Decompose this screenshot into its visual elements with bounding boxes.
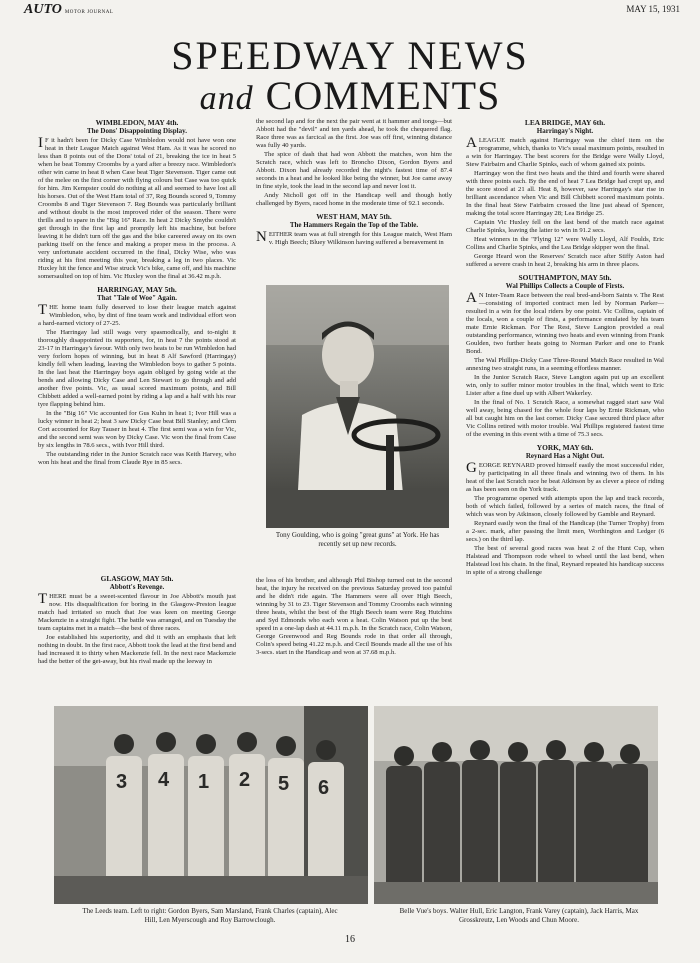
- paragraph: NEITHER team was at full strength for this League match, West Ham v. High Beech; Bluey Wilkinson having suffered a bereavement in: [256, 229, 452, 246]
- section-subheading-wimbledon: The Dons' Disappointing Display.: [87, 127, 187, 135]
- section-heading-harringay: HARRINGAY, MAY 5th.: [97, 285, 177, 294]
- paragraph: In the Junior Scratch Race, Steve Langton again put up an excellent win, only to suffer minor motor troubles in the final, which went to Eric Lister after a fine duel up with Albert Wakerley.: [466, 374, 664, 397]
- section-heading-glasgow: GLASGOW, MAY 5th.: [100, 574, 174, 583]
- column-1-lower: [38, 574, 236, 698]
- paragraph: Reynard easily won the final of the Handicap (the Turner Trophy) from a 2-sec. mark, after passing the limit men, Worthington and Ledger (6 secs.) on the third lap.: [466, 520, 664, 543]
- paragraph: the second lap and for the next the pair went at it hammer and tongs—but Abbott had the "devil" and ten yards ahead, he took the chequered flag. Race three was as farcical as the first. Joe was off first, winning distance was fully 40 yards.: [256, 118, 452, 149]
- section-heading-leabridge: LEA BRIDGE, MAY 6th.: [524, 118, 606, 127]
- paragraph: THERE must be a sweet-scented flavour in Joe Abbott's mouth just now. His disqualification for boring in the Glasgow-Preston league match had irritated so much that Joe was keen on meeting George Mackenzie in a straight fight. The battle was arranged, and on Tuesday the team captains met in a match—the best of three races.: [38, 591, 236, 632]
- paragraph: In the "Big 16" Vic accounted for Gus Kuhn in heat 1; Ivor Hill was a lucky winner in heat 2; heat 3 saw Dicky Case beat Bill Stanley; and Clem Cort accounted for Ray Tauser in heat 4. The first semi was a win for Vic, and the second semi was won by Dicky Case. Vic won the final from Case by six lengths in 78.6 secs., with Ivor Hill third.: [38, 410, 236, 449]
- section-heading-southampton: SOUTHAMPTON, MAY 5th.: [518, 273, 612, 282]
- section-subheading-southampton: Wal Phillips Collects a Couple of Firsts.: [505, 282, 625, 290]
- section-heading-wimbledon: WIMBLEDON, MAY 4th.: [95, 118, 179, 127]
- section-subheading-westham: The Hammers Regain the Top of the Table.: [289, 221, 419, 229]
- svg-text:1: 1: [198, 771, 210, 793]
- issue-date: MAY 15, 1931: [626, 4, 680, 14]
- paragraph: Heat winners in the "Flying 12" were Wally Lloyd, Alf Foulds, Eric Collins and Charlie Spinks, and the Lea Bridge skipper won the final.: [466, 236, 664, 251]
- svg-text:6: 6: [318, 777, 330, 799]
- headline-line1: SPEEDWAY NEWS: [171, 33, 529, 78]
- section-heading-westham: WEST HAM, MAY 5th.: [316, 212, 392, 221]
- paragraph: Andy Nicholl got off in the Handicap well and though hotly challenged by Byers, raced home in the moderate time of 92.1 seconds.: [256, 192, 452, 207]
- section-subheading-york: Reynard Has a Night Out.: [525, 452, 605, 460]
- bellevue-team-photo: [374, 706, 658, 904]
- leeds-team-photo: [54, 706, 368, 904]
- paragraph: ALEAGUE match against Harringay was the chief item on the programme, which, thanks to Vic's usual maximum points, resulted in a win for Harringay. The best scorers for the Bridge were Wally Lloyd, Stew Fairbairn and Charlie Spinks, each of whom gained six points.: [466, 135, 664, 168]
- svg-text:4: 4: [158, 769, 170, 791]
- paragraph: A N Inter-Team Race between the real bred-and-born Saints v. The Rest—consisting of imported contract men led by Norman Parker—resulted in a win for the local riders by one point. Vic Collins, captain of the locals, won a couple of firsts, a performance emulated by his team mate Ernie Rickman. For The Rest, Steve Langton provided a real outstanding performance, winning two heats and even winning from Frank Goulden, two further heats going to Norman Parker and one to Frank Bond.: [466, 290, 664, 355]
- paragraph: the loss of his brother, and although Phil Bishop turned out in the second heat, the injury he received on the previous Saturday proved too painful and he didn't ride again. The Hammers were all over High Beech, winning by 31 to 23. Tiger Stevenson and Tommy Croombs each winning three heats, whilst the best of the High Beech team were Reg Hutchins and Syd Edmonds who each won a heat. Colin Watson put up the best speed in a one-lap dash at 44.11 m.p.h. In the Scratch race, Colin Watson, George Greenwood and Reg Bounds rode in that order all through, Colin's speed being 41.22 m.p.h. and Cecil Bounds made all the use of his 3-secs. start in the Handicap and won at 37.68 m.p.h.: [256, 577, 452, 656]
- section-subheading-harringay: That "Tale of Woe" Again.: [97, 294, 177, 302]
- headline-line2: and COMMENTS: [199, 73, 501, 118]
- paragraph: George Heard won the Reserves' Scratch race after Stiffy Aston had suffered a severe crash in heat 2, breaking his arm in three places.: [466, 253, 664, 268]
- paragraph: In the final of No. 1 Scratch Race, a somewhat ragged start saw Wal well away, being chased for the whole four laps by Ernie Rickman, who all but caught him on the last corner. Dicky Case secured third place after Vic Collins retired with motor trouble. Wal Phillips registered fastest time of the evening in this event with a time of 75.3 secs.: [466, 399, 664, 438]
- svg-text:5: 5: [278, 773, 290, 795]
- column-2: [256, 118, 452, 272]
- column-3: [466, 118, 664, 698]
- svg-text:2: 2: [239, 769, 251, 791]
- paragraph: The spice of dash that had won Abbott the matches, won him the Scratch race, which was left to Broncho Dixon, Gordon Byers and Abbott. Dixon had already recorded the night's fastest time of 87.4 seconds in a heat and he looked like being the winner, but Joe came away in fine style, took the lead in the second lap and never lost it.: [256, 151, 452, 190]
- portrait-photo: [266, 285, 449, 528]
- section-heading-york: YORK, MAY 6th.: [536, 443, 594, 452]
- paragraph: I F it hadn't been for Dicky Case Wimbledon would not have won one heat in their League Match against West Ham. As it was he scored no less than 8 points out of the Dons' total of 21, breaking the ice in heat 5 when he beat Tommy Croombs by a yard after a breezy race. Wimbledon's other win came in heat 8 when Case beat Tiger Stevenson. Tiger came out of the melee on the first corner with flying colours but Case was too quick for him. Jim Kempster could do nothing at all and seemed to have lost all his horses. Out of the West Ham total of 37, Reg Bounds scored 9, Tommy Croombs 8 and Tiger Stevenson 7. Reg Bounds was particularly brilliant and without doubt is the most improved rider of the season. There were thrills and to spare in the "Big 16" Race. In heat 2 Dicky Smythe couldn't get through in the first lap and promptly left his machine, but before leaving it he didn't turn off the gas and the bike careered away on its own parking itself on the fence and making a proper mess in the process. A very unfortunate accident occurred in the final, Dicky Wise, who was riding at his first meeting this year, breaking a leg in two places. Vic Huxley hit the fence and Wise struck Vic's bike, came off, and his machine somersaulted on top of him. Vic Huxley won the final at 36.42 m.p.h.: [38, 135, 236, 280]
- paragraph: The programme opened with attempts upon the lap and track records, both of which failed, followed by a series of match races, the final of which was won by Atkinson, closely followed by Gamble and Reynard.: [466, 495, 664, 518]
- paragraph: The outstanding rider in the Junior Scratch race was Keith Harvey, who won his heat and the final from Claude Rye in 85 secs.: [38, 451, 236, 466]
- leeds-team-caption: The Leeds team. Left to right: Gordon Byers, Sam Marsland, Frank Charles (captain), Alec Hill, Len Myerscough and Roy Barrowclough.: [82, 907, 338, 924]
- headline-and: and: [199, 80, 254, 117]
- paragraph: The Wal Phillips-Dicky Case Three-Round Match Race resulted in Wal annexing two straight runs, in a seeming effortless manner.: [466, 357, 664, 372]
- paragraph: GEORGE REYNARD proved himself easily the most successful rider, by participating in all three finals and winning two of them. In his heat of the last Scratch race he beat Atkinson by as clever a piece of riding as has been seen on the York track.: [466, 460, 664, 493]
- page-number: 16: [345, 934, 355, 945]
- section-subheading-leabridge: Harringay's Night.: [536, 127, 594, 135]
- paragraph: Joe established his superiority, and did it with an emphasis that left nothing in doubt. In the first race, Abbott took the lead at the first bend and had increased it to thirty when Mackenzie fell. In the next race Mackenzie had the better of the get-away, but his rival made up the leeway in: [38, 634, 236, 665]
- portrait-caption: Tony Goulding, who is going "great guns" at York. He has recently set up new records.: [275, 531, 440, 548]
- paragraph: THE home team fully deserved to lose their league match against Wimbledon, who, by dint of fine team work and individual effort won a hard-earned victory of 27-25.: [38, 302, 236, 327]
- section-subheading-glasgow: Abbott's Revenge.: [109, 583, 165, 591]
- paragraph: Captain Vic Huxley fell on the last bend of the match race against Charlie Spinks, leaving the latter to win in 91.2 secs.: [466, 219, 664, 234]
- svg-text:3: 3: [116, 771, 128, 793]
- column-2-lower: [256, 577, 452, 697]
- bellevue-team-caption: Belle Vue's boys. Walter Hull, Eric Langton, Frank Varey (captain), Jack Harris, Max Grosskreutz, Len Woods and Chun Moore.: [399, 907, 639, 924]
- paragraph: Harringay won the first two heats and the third and fourth were shared with three points each. By the end of heat 7 Lea Bridge had crept up, and the score stood at 21 all. Heat 8, however, saw Harringay's star rise in brilliant ascendance when Vic and Bill Chibbett scored maximum points. In the final heat Stew Fairbairn crossed the line just ahead of Spencer, making the total score Harringay 28; Lea Bridge 25.: [466, 170, 664, 217]
- paragraph: The best of several good races was heat 2 of the Hunt Cup, when Halstead and Thompson rode wheel to wheel until the last bend, when Halstead lost his chain. In the final, Reynard repeated his handicap success in spite of a strong challenge: [466, 545, 664, 576]
- magazine-masthead: AUTO MOTOR JOURNAL: [24, 2, 114, 17]
- paragraph: The Harringay lad still wags very spasmodically, and to-night it thoroughly disappointed its supporters, for, in heat 7 the points stood at 23-17 in Harringay's favour. With only two heats to be run Wimbledon had very forlorn hopes of winning, but in heat 8 Alf Sawford (Harringay) kindly fell when leading, leaving the Wimbledon boys to gather 5 points. In the last heat the Harringay boys again obliged by going wide at the bends and allowing Dicky Case and Len Stewart to go through and add another five points. Vic, as usual scored maximum points, and Bill Chibbett added a well-earned point by riding a lap and a half with his rear tyre flapping behind him.: [38, 329, 236, 408]
